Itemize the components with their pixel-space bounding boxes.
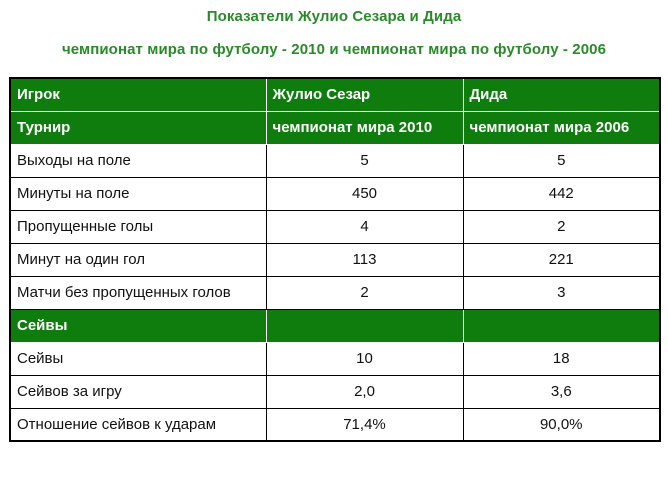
- row-value-player1: 113: [266, 243, 463, 276]
- table-section-row-saves: [10, 309, 660, 342]
- row-label: Минут на один гол: [10, 243, 266, 276]
- row-label: Минуты на поле: [10, 177, 266, 210]
- page-subtitle: чемпионат мира по футболу - 2010 и чемпионат мира по футболу - 2006: [61, 41, 607, 58]
- header-cell-player1: Жулио Сезар: [266, 78, 463, 111]
- row-label: Сейвы: [10, 342, 266, 375]
- row-value-player1: 5: [266, 144, 463, 177]
- stats-table: [9, 77, 661, 442]
- section-empty-cell: [463, 309, 660, 342]
- row-value-player2: 2: [463, 210, 660, 243]
- row-value-player1: 2,0: [266, 375, 463, 408]
- row-value-player1: 10: [266, 342, 463, 375]
- header-cell-tournament2: чемпионат мира 2006: [463, 111, 660, 144]
- row-value-player1: 4: [266, 210, 463, 243]
- row-value-player2: 3,6: [463, 375, 660, 408]
- row-value-player2: 5: [463, 144, 660, 177]
- table-row: [10, 342, 660, 375]
- row-label: Отношение сейвов к ударам: [10, 408, 266, 441]
- row-value-player2: 221: [463, 243, 660, 276]
- table-row: [10, 210, 660, 243]
- table-row: [10, 375, 660, 408]
- header-cell-player2: Дида: [463, 78, 660, 111]
- header-cell-tournament1: чемпионат мира 2010: [266, 111, 463, 144]
- row-value-player1: 71,4%: [266, 408, 463, 441]
- row-label: Пропущенные голы: [10, 210, 266, 243]
- row-value-player2: 3: [463, 276, 660, 309]
- table-row: [10, 276, 660, 309]
- table-row: [10, 243, 660, 276]
- header-cell-tournament-label: Турнир: [10, 111, 266, 144]
- table-row: [10, 177, 660, 210]
- row-label: Сейвов за игру: [10, 375, 266, 408]
- row-label: Выходы на поле: [10, 144, 266, 177]
- table-header-row-player: [10, 78, 660, 111]
- table-row: [10, 408, 660, 441]
- row-label: Матчи без пропущенных голов: [10, 276, 266, 309]
- page-title: Показатели Жулио Сезара и Дида: [206, 8, 462, 25]
- row-value-player1: 450: [266, 177, 463, 210]
- table-row: [10, 144, 660, 177]
- row-value-player1: 2: [266, 276, 463, 309]
- section-empty-cell: [266, 309, 463, 342]
- row-value-player2: 18: [463, 342, 660, 375]
- row-value-player2: 90,0%: [463, 408, 660, 441]
- section-label-saves: Сейвы: [10, 309, 266, 342]
- table-header-row-tournament: [10, 111, 660, 144]
- row-value-player2: 442: [463, 177, 660, 210]
- header-cell-player-label: Игрок: [10, 78, 266, 111]
